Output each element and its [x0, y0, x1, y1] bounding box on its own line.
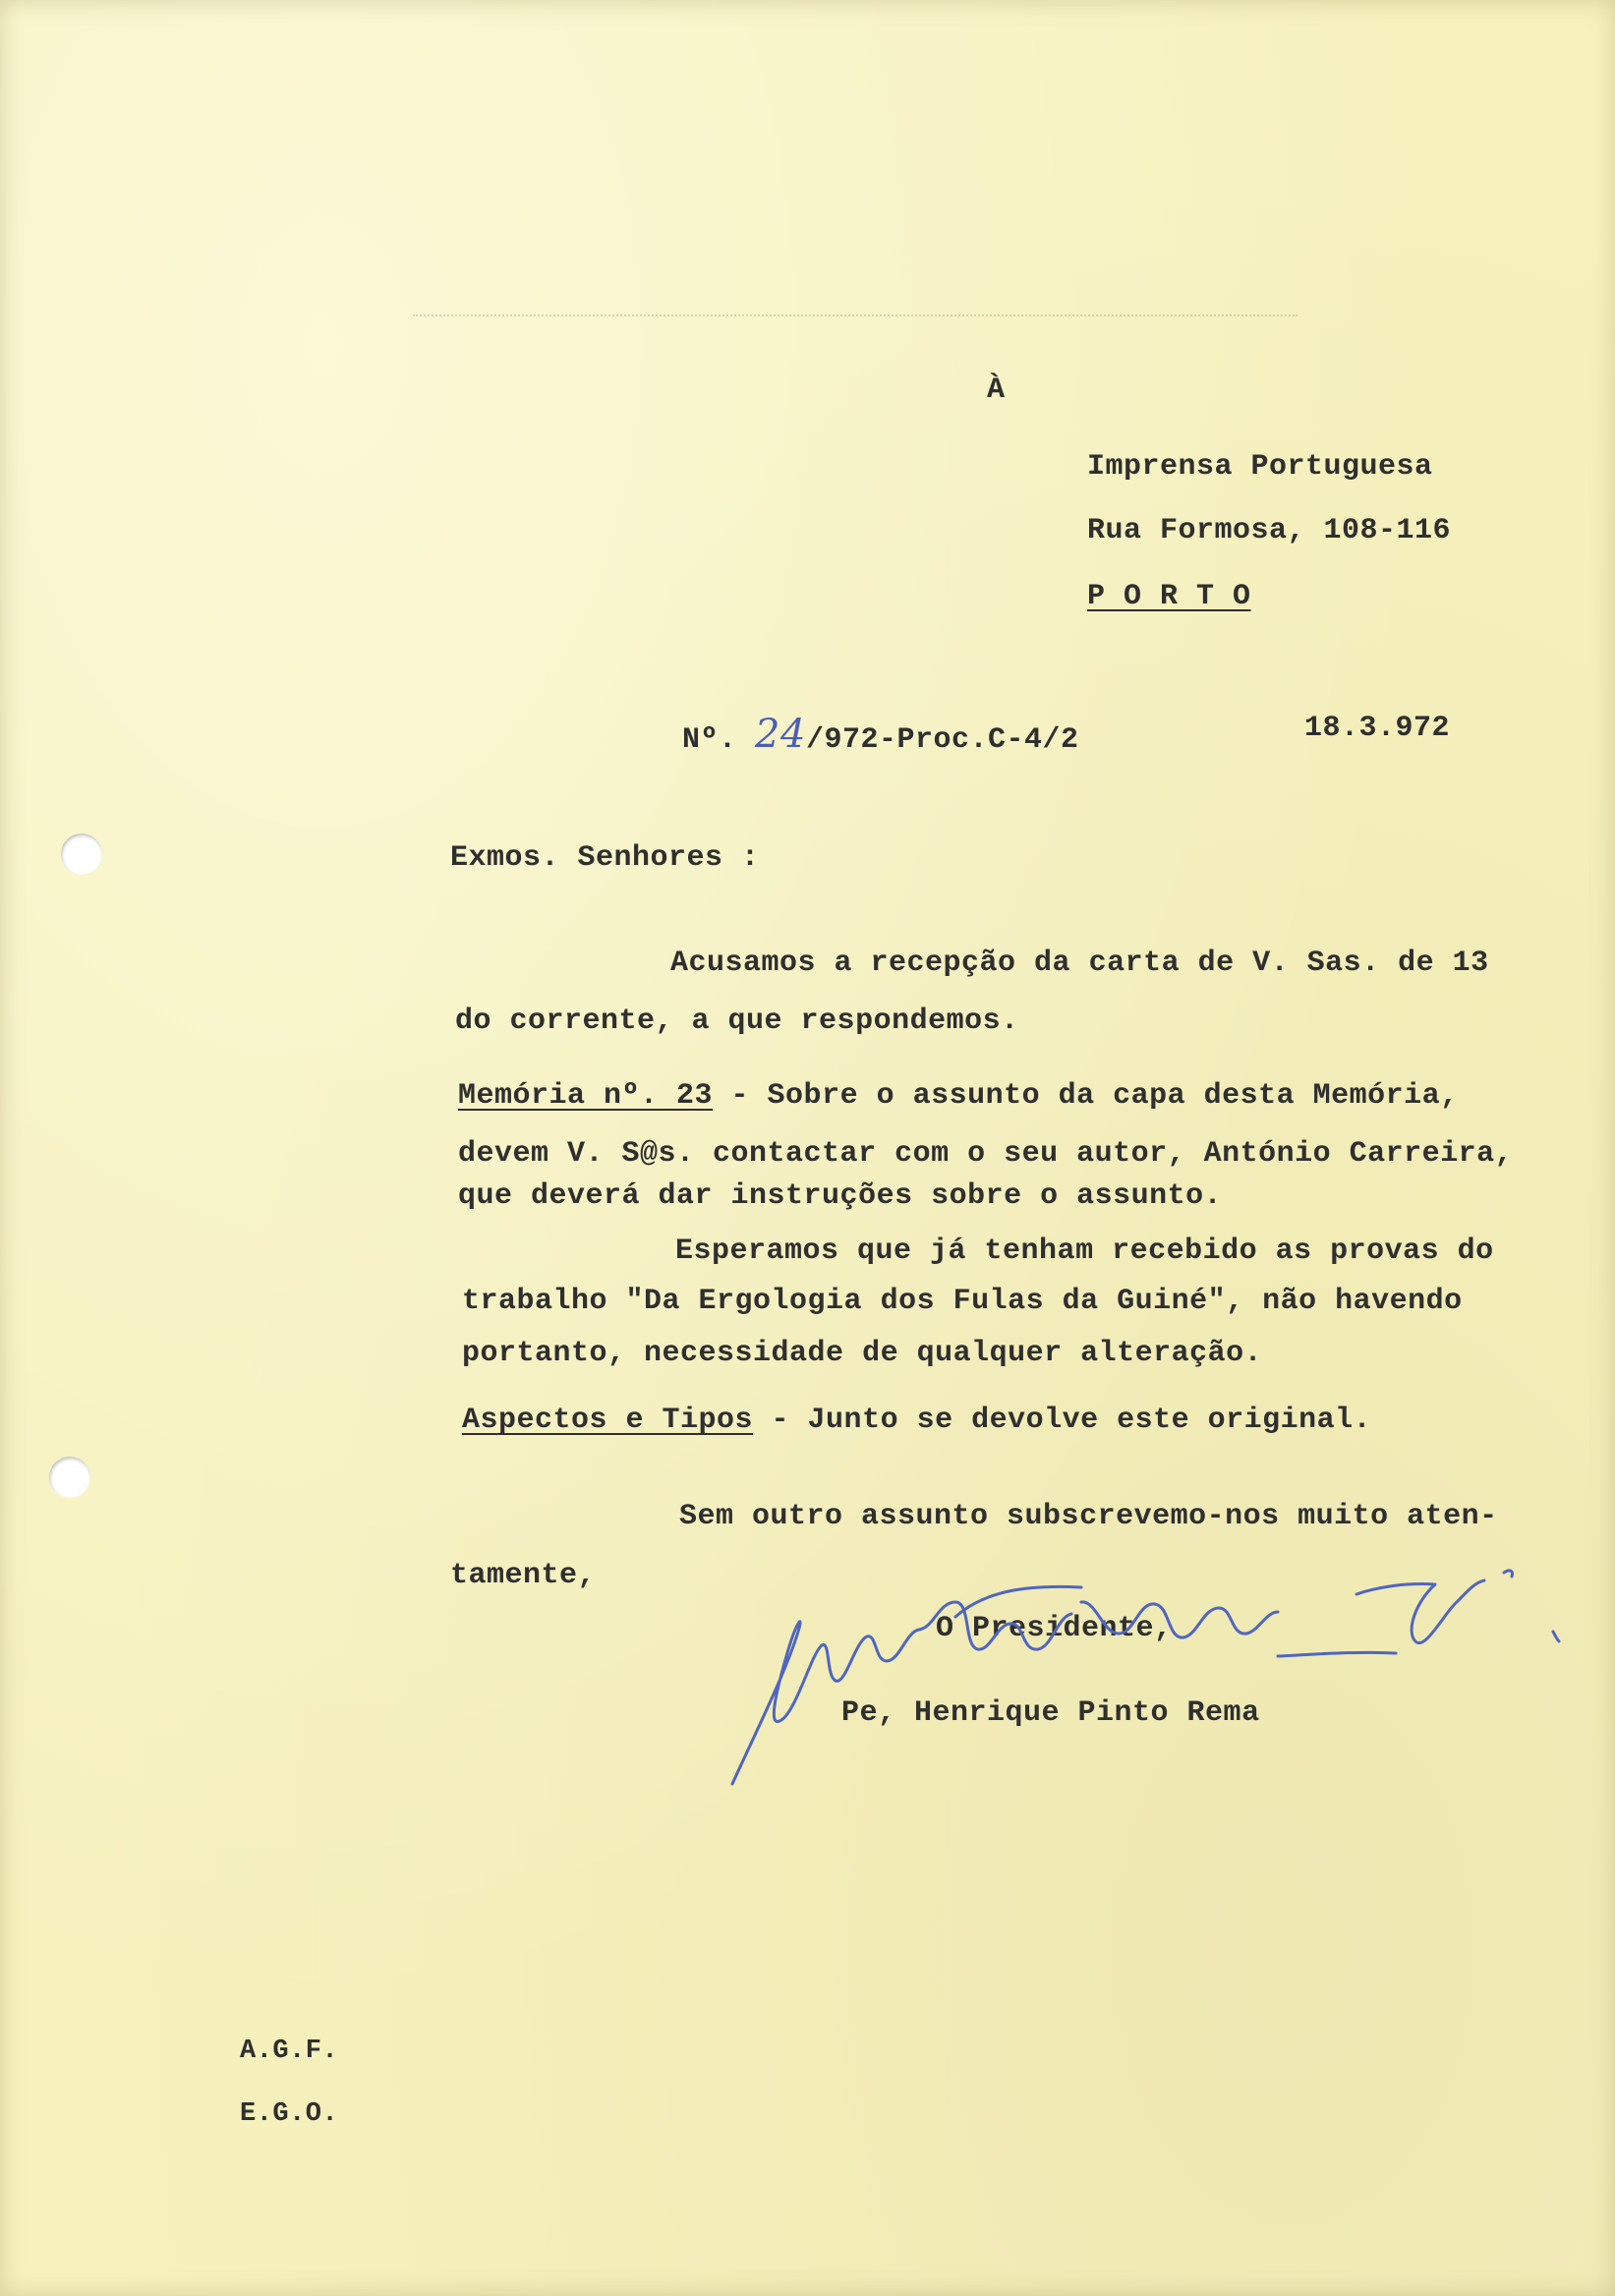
- reference-prefix: Nº.: [682, 723, 737, 757]
- salutation-prefix: À: [987, 373, 1006, 407]
- paragraph-1-line-1: Acusamos a recepção da carta de V. Sas. de 13: [670, 947, 1489, 980]
- paragraph-4: [462, 1404, 1371, 1437]
- paragraph-3-line-2: trabalho "Da Ergologia dos Fulas da Guiné", não havendo: [462, 1285, 1463, 1318]
- recipient-street: Rua Formosa, 108-116: [1087, 514, 1452, 547]
- recipient-name: Imprensa Portuguesa: [1087, 450, 1433, 484]
- reference-line: [682, 712, 1078, 757]
- paragraph-5-line-1: Sem outro assunto subscrevemo-nos muito aten-: [679, 1500, 1498, 1533]
- punch-hole-bottom: [49, 1457, 90, 1498]
- memoria-heading: Memória nº. 23: [458, 1079, 714, 1113]
- paragraph-5-line-2: tamente,: [450, 1559, 597, 1592]
- initials-line-1: A.G.F.: [240, 2037, 339, 2066]
- handwritten-signature: [727, 1563, 1573, 1799]
- reference-number-handwritten: 24: [755, 712, 806, 757]
- paragraph-4-rest: - Junto se devolve este original.: [753, 1404, 1372, 1437]
- reference-suffix: /972-Proc.C-4/2: [805, 723, 1079, 757]
- paragraph-3-line-1: Esperamos que já tenham recebido as provas do: [675, 1234, 1494, 1268]
- initials-line-2: E.G.O.: [240, 2099, 339, 2129]
- closing-name: Pe, Henrique Pinto Rema: [841, 1696, 1260, 1730]
- paragraph-2-line-2: devem V. S@s. contactar com o seu autor, António Carreira,: [458, 1137, 1514, 1171]
- paragraph-2-line-1: [458, 1079, 1459, 1113]
- paper-fold-line: [413, 315, 1298, 316]
- paragraph-1-line-2: do corrente, a que respondemos.: [455, 1004, 1019, 1038]
- closing-title: O Presidente,: [936, 1612, 1173, 1645]
- punch-hole-top: [61, 833, 102, 875]
- recipient-city: P O R T O: [1087, 580, 1251, 613]
- paragraph-2-line-1-rest: - Sobre o assunto da capa desta Memória,: [713, 1079, 1459, 1113]
- greeting: Exmos. Senhores :: [450, 841, 760, 875]
- letter-date: 18.3.972: [1304, 712, 1451, 745]
- paragraph-2-line-3: que deverá dar instruções sobre o assunto.: [458, 1179, 1223, 1213]
- aspectos-heading: Aspectos e Tipos: [462, 1404, 754, 1437]
- paragraph-3-line-3: portanto, necessidade de qualquer alteração.: [462, 1337, 1263, 1370]
